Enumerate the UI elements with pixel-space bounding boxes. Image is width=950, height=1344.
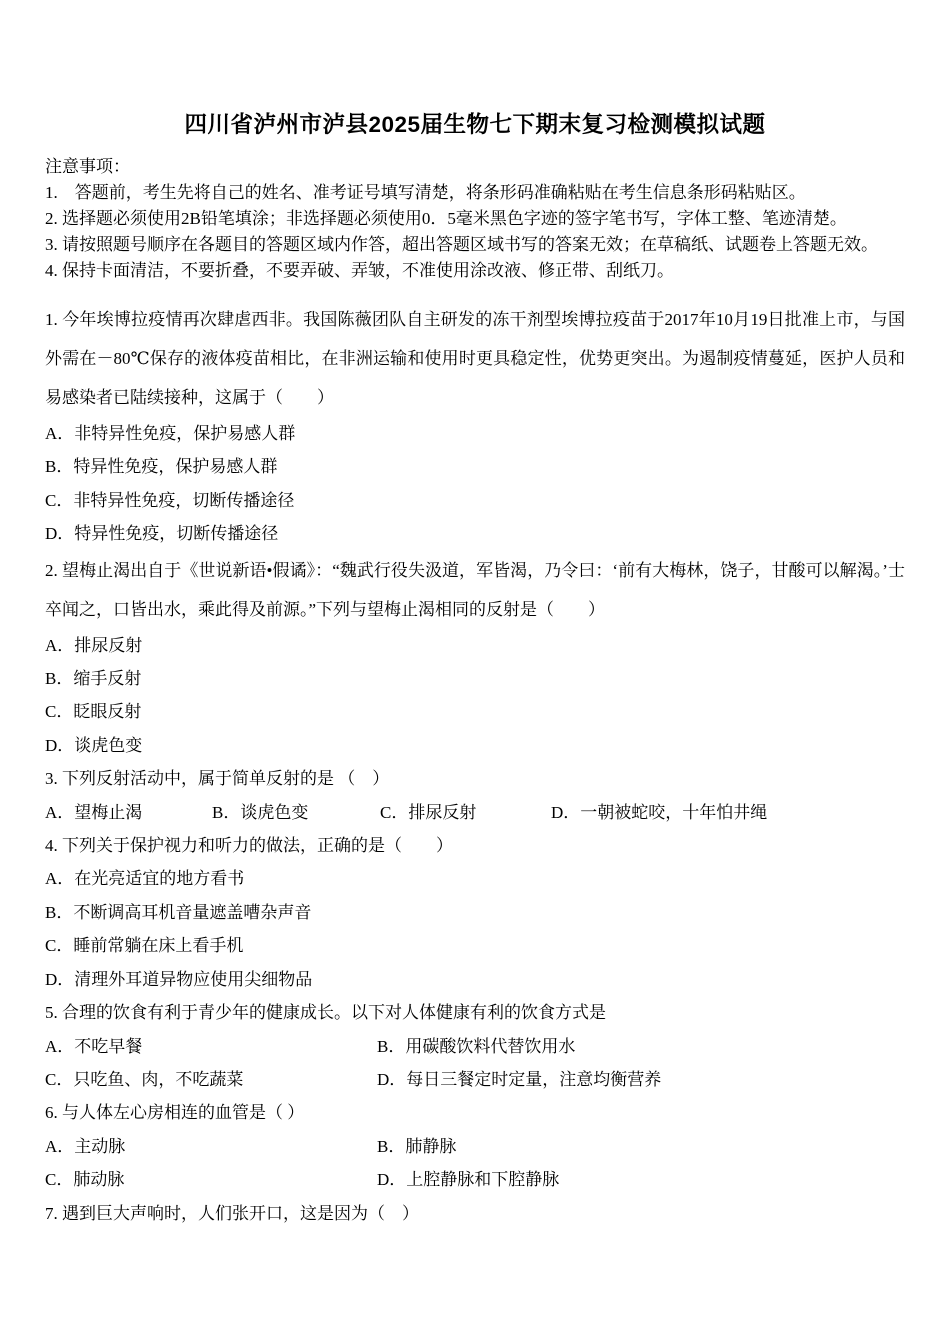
question-7 xyxy=(45,1197,905,1230)
question-5-options-grid xyxy=(45,1030,905,1097)
question-6-option-b: B．肺静脉 xyxy=(377,1136,457,1156)
question-5-option-d: D．每日三餐定时定量，注意均衡营养 xyxy=(377,1069,662,1089)
question-3-option-d: D．一朝被蛇咬，十年怕井绳 xyxy=(551,802,768,822)
question-2-option-d: D．谈虎色变 xyxy=(45,735,143,755)
question-3-stem: 3. 下列反射活动中，属于简单反射的是 （ ） xyxy=(45,769,390,789)
question-7-stem: 7. 遇到巨大声响时，人们张开口，这是因为（ ） xyxy=(45,1203,419,1223)
question-1-option-a: A．非特异性免疫，保护易感人群 xyxy=(45,424,296,443)
questions-section xyxy=(45,300,905,1230)
question-4-option-d: D．清理外耳道异物应使用尖细物品 xyxy=(45,969,313,989)
question-6-option-d: D．上腔静脉和下腔静脉 xyxy=(377,1170,560,1190)
notice-item: 3. 请按照题号顺序在各题目的答题区域内作答，超出答题区域书写的答案无效；在草稿纸、试题卷上答题无效。 xyxy=(45,235,878,254)
question-4-option-b: B．不断调高耳机音量遮盖嘈杂声音 xyxy=(45,902,312,922)
question-1 xyxy=(45,300,905,551)
question-4-option-a: A．在光亮适宜的地方看书 xyxy=(45,869,245,889)
question-2-option-b: B．缩手反射 xyxy=(45,669,142,689)
question-1-stem: 1. 今年埃博拉疫情再次肆虐西非。我国陈薇团队自主研发的冻干剂型埃博拉疫苗于2017年10月19日批准上市，与国外需在－80℃保存的液体疫苗相比，在非洲运输和使用时更具稳定性，优势更突出。为遏制疫情蔓延，医护人员和易感染者已陆续接种，这属于（ ） xyxy=(45,310,905,407)
notice-item: 1. 答题前，考生先将自己的姓名、准考证号填写清楚，将条形码准确粘贴在考生信息条形码粘贴区。 xyxy=(45,183,806,202)
question-3-options-row xyxy=(45,796,905,829)
question-6-options-grid xyxy=(45,1130,905,1197)
question-4-option-c: C．睡前常躺在床上看手机 xyxy=(45,936,244,956)
question-5-option-b: B．用碳酸饮料代替饮用水 xyxy=(377,1036,576,1056)
question-3 xyxy=(45,762,905,829)
question-6-stem: 6. 与人体左心房相连的血管是（ ） xyxy=(45,1103,305,1123)
question-2-option-c: C．眨眼反射 xyxy=(45,702,142,722)
notice-section xyxy=(45,154,905,284)
question-1-option-b: B．特异性免疫，保护易感人群 xyxy=(45,457,278,477)
question-6-option-a: A．主动脉 xyxy=(45,1136,126,1156)
question-3-option-b: B．谈虎色变 xyxy=(212,802,309,822)
question-5 xyxy=(45,996,905,1096)
question-6-option-c: C．肺动脉 xyxy=(45,1170,125,1190)
question-3-option-c: C．排尿反射 xyxy=(380,802,477,822)
page-title: 四川省泸州市泸县2025届生物七下期末复习检测模拟试题 xyxy=(184,112,766,137)
question-2 xyxy=(45,551,905,763)
notice-heading: 注意事项： xyxy=(45,157,130,176)
question-6 xyxy=(45,1096,905,1196)
question-2-stem: 2. 望梅止渴出自于《世说新语•假谲》：“魏武行役失汲道，军皆渴，乃令曰：‘前有大梅林，饶子，甘酸可以解渴。’士卒闻之，口皆出水，乘此得及前源。”下列与望梅止渴相同的反射是（ ） xyxy=(45,560,905,619)
question-3-option-a: A．望梅止渴 xyxy=(45,802,143,822)
question-5-stem: 5. 合理的饮食有利于青少年的健康成长。以下对人体健康有利的饮食方式是 xyxy=(45,1003,606,1023)
question-5-option-c: C．只吃鱼、肉，不吃蔬菜 xyxy=(45,1069,244,1089)
question-1-option-d: D．特异性免疫，切断传播途径 xyxy=(45,524,279,544)
question-2-option-a: A．排尿反射 xyxy=(45,635,143,655)
notice-item: 4. 保持卡面清洁，不要折叠，不要弄破、弄皱，不准使用涂改液、修正带、刮纸刀。 xyxy=(45,261,674,280)
question-5-option-a: A．不吃早餐 xyxy=(45,1036,143,1056)
question-4 xyxy=(45,829,905,996)
question-1-option-c: C．非特异性免疫，切断传播途径 xyxy=(45,490,295,510)
question-4-stem: 4. 下列关于保护视力和听力的做法，正确的是（ ） xyxy=(45,836,453,856)
notice-item: 2. 选择题必须使用2B铅笔填涂；非选择题必须使用0．5毫米黑色字迹的签字笔书写，字体工整、笔迹清楚。 xyxy=(45,209,847,228)
